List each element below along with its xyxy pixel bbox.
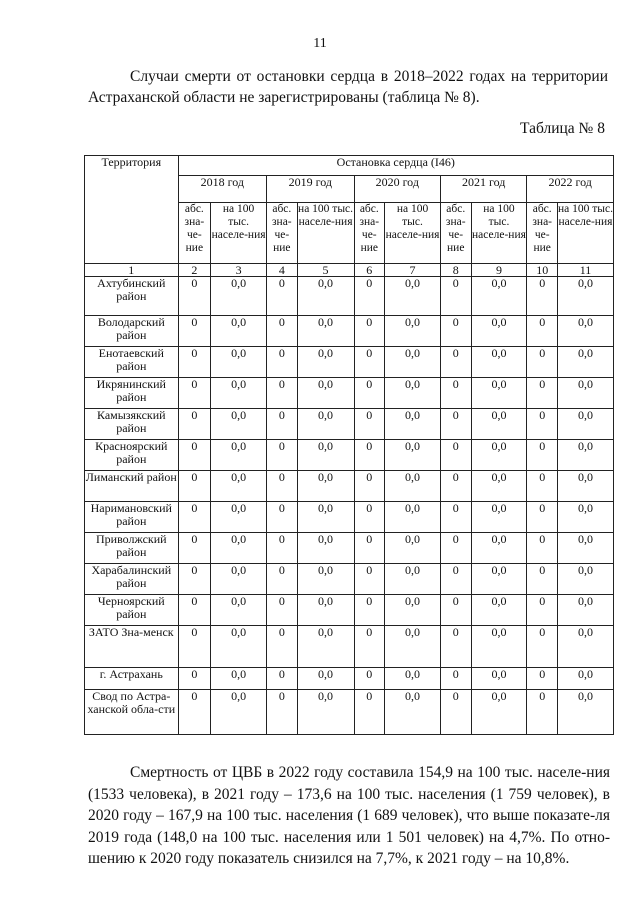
column-number: 5 bbox=[297, 264, 354, 277]
abs-value-cell: 0 bbox=[527, 502, 558, 533]
rate-value-cell: 0,0 bbox=[297, 668, 354, 690]
abs-value-cell: 0 bbox=[178, 316, 211, 347]
rate-value-cell: 0,0 bbox=[557, 668, 613, 690]
rate-value-cell: 0,0 bbox=[297, 316, 354, 347]
rate-value-cell: 0,0 bbox=[471, 668, 527, 690]
rate-value-cell: 0,0 bbox=[297, 347, 354, 378]
abs-value-cell: 0 bbox=[178, 690, 211, 735]
abs-value-cell: 0 bbox=[527, 378, 558, 409]
abs-value-cell: 0 bbox=[440, 316, 471, 347]
rate-value-cell: 0,0 bbox=[297, 533, 354, 564]
abs-value-cell: 0 bbox=[440, 409, 471, 440]
abs-value-cell: 0 bbox=[178, 564, 211, 595]
territory-name: ЗАТО Зна-менск bbox=[85, 626, 179, 668]
rate-value-cell: 0,0 bbox=[211, 564, 267, 595]
territory-name: Икрянинский район bbox=[85, 378, 179, 409]
rate-value-cell: 0,0 bbox=[211, 316, 267, 347]
rate-value-cell: 0,0 bbox=[211, 690, 267, 735]
year-header: 2020 год bbox=[354, 176, 440, 203]
cardiac-arrest-table bbox=[84, 155, 614, 735]
rate-value-cell: 0,0 bbox=[557, 277, 613, 316]
rate-value-cell: 0,0 bbox=[471, 316, 527, 347]
table-row bbox=[85, 564, 614, 595]
abs-value-cell: 0 bbox=[354, 564, 385, 595]
abs-value-cell: 0 bbox=[440, 277, 471, 316]
abs-value-cell: 0 bbox=[527, 564, 558, 595]
rate-value-cell: 0,0 bbox=[211, 668, 267, 690]
group-header: Остановка сердца (I46) bbox=[178, 156, 613, 176]
abs-value-cell: 0 bbox=[354, 471, 385, 502]
abs-value-cell: 0 bbox=[527, 533, 558, 564]
rate-value-cell: 0,0 bbox=[297, 564, 354, 595]
column-number: 1 bbox=[85, 264, 179, 277]
rate-value-cell: 0,0 bbox=[557, 316, 613, 347]
rate-value-cell: 0,0 bbox=[297, 440, 354, 471]
year-header: 2018 год bbox=[178, 176, 266, 203]
territory-header: Территория bbox=[85, 156, 179, 264]
abs-value-cell: 0 bbox=[440, 595, 471, 626]
rate-value-cell: 0,0 bbox=[297, 502, 354, 533]
abs-value-cell: 0 bbox=[354, 277, 385, 316]
rate-value-cell: 0,0 bbox=[211, 409, 267, 440]
territory-name: Ахтубинский район bbox=[85, 277, 179, 316]
abs-value-cell: 0 bbox=[267, 316, 298, 347]
table-caption: Таблица № 8 bbox=[520, 120, 605, 137]
abs-value-cell: 0 bbox=[267, 668, 298, 690]
abs-value-cell: 0 bbox=[178, 471, 211, 502]
rate-value-cell: 0,0 bbox=[557, 409, 613, 440]
rate-value-cell: 0,0 bbox=[211, 533, 267, 564]
table-row bbox=[85, 347, 614, 378]
rate-value-cell: 0,0 bbox=[385, 564, 441, 595]
year-header: 2019 год bbox=[267, 176, 354, 203]
rate-value-cell: 0,0 bbox=[557, 690, 613, 735]
abs-value-cell: 0 bbox=[440, 502, 471, 533]
rate-value-cell: 0,0 bbox=[471, 690, 527, 735]
rate-value-cell: 0,0 bbox=[557, 502, 613, 533]
abs-value-cell: 0 bbox=[267, 502, 298, 533]
rate-value-cell: 0,0 bbox=[471, 378, 527, 409]
territory-name: Харабалинский район bbox=[85, 564, 179, 595]
column-number: 7 bbox=[385, 264, 441, 277]
abs-value-cell: 0 bbox=[440, 690, 471, 735]
table-row bbox=[85, 277, 614, 316]
rate-value-cell: 0,0 bbox=[385, 626, 441, 668]
abs-value-cell: 0 bbox=[354, 347, 385, 378]
abs-value-cell: 0 bbox=[354, 533, 385, 564]
rate-value-cell: 0,0 bbox=[471, 347, 527, 378]
territory-name: Лиманский район bbox=[85, 471, 179, 502]
abs-value-cell: 0 bbox=[354, 502, 385, 533]
abs-value-cell: 0 bbox=[440, 471, 471, 502]
rate-value-cell: 0,0 bbox=[211, 347, 267, 378]
rate-header: на 100 тыс. населе-ния bbox=[297, 203, 354, 264]
table-row bbox=[85, 626, 614, 668]
abs-value-cell: 0 bbox=[440, 378, 471, 409]
abs-value-cell: 0 bbox=[267, 277, 298, 316]
abs-value-cell: 0 bbox=[178, 440, 211, 471]
rate-value-cell: 0,0 bbox=[471, 595, 527, 626]
rate-value-cell: 0,0 bbox=[385, 502, 441, 533]
abs-value-cell: 0 bbox=[527, 409, 558, 440]
abs-value-cell: 0 bbox=[527, 471, 558, 502]
table-row bbox=[85, 668, 614, 690]
table-row bbox=[85, 533, 614, 564]
table-row bbox=[85, 409, 614, 440]
rate-value-cell: 0,0 bbox=[297, 471, 354, 502]
column-number: 4 bbox=[267, 264, 298, 277]
abs-value-cell: 0 bbox=[354, 690, 385, 735]
abs-value-header: абс. зна-че-ние bbox=[178, 203, 211, 264]
table-row bbox=[85, 471, 614, 502]
column-number: 3 bbox=[211, 264, 267, 277]
abs-value-cell: 0 bbox=[354, 316, 385, 347]
rate-value-cell: 0,0 bbox=[557, 471, 613, 502]
abs-value-cell: 0 bbox=[440, 626, 471, 668]
rate-value-cell: 0,0 bbox=[211, 471, 267, 502]
rate-value-cell: 0,0 bbox=[211, 440, 267, 471]
rate-value-cell: 0,0 bbox=[557, 440, 613, 471]
rate-value-cell: 0,0 bbox=[557, 595, 613, 626]
rate-value-cell: 0,0 bbox=[385, 440, 441, 471]
rate-value-cell: 0,0 bbox=[385, 277, 441, 316]
rate-value-cell: 0,0 bbox=[297, 690, 354, 735]
abs-value-cell: 0 bbox=[267, 378, 298, 409]
abs-value-cell: 0 bbox=[440, 668, 471, 690]
table-row bbox=[85, 690, 614, 735]
table-row bbox=[85, 440, 614, 471]
rate-value-cell: 0,0 bbox=[557, 626, 613, 668]
rate-value-cell: 0,0 bbox=[211, 502, 267, 533]
abs-value-cell: 0 bbox=[178, 409, 211, 440]
rate-value-cell: 0,0 bbox=[557, 378, 613, 409]
abs-value-cell: 0 bbox=[178, 533, 211, 564]
abs-value-cell: 0 bbox=[527, 668, 558, 690]
rate-value-cell: 0,0 bbox=[385, 668, 441, 690]
rate-value-cell: 0,0 bbox=[385, 595, 441, 626]
abs-value-cell: 0 bbox=[267, 347, 298, 378]
rate-value-cell: 0,0 bbox=[211, 595, 267, 626]
abs-value-cell: 0 bbox=[178, 595, 211, 626]
year-header: 2021 год bbox=[440, 176, 526, 203]
abs-value-cell: 0 bbox=[354, 595, 385, 626]
abs-value-cell: 0 bbox=[527, 626, 558, 668]
territory-name: Наримановский район bbox=[85, 502, 179, 533]
abs-value-header: абс. зна-че-ние bbox=[354, 203, 385, 264]
abs-value-cell: 0 bbox=[267, 595, 298, 626]
rate-value-cell: 0,0 bbox=[471, 626, 527, 668]
abs-value-cell: 0 bbox=[354, 378, 385, 409]
abs-value-cell: 0 bbox=[527, 440, 558, 471]
rate-header: на 100 тыс. населе-ния bbox=[211, 203, 267, 264]
rate-value-cell: 0,0 bbox=[471, 564, 527, 595]
column-number-row bbox=[85, 264, 614, 277]
column-number: 11 bbox=[557, 264, 613, 277]
territory-name: Красноярский район bbox=[85, 440, 179, 471]
rate-value-cell: 0,0 bbox=[471, 502, 527, 533]
rate-value-cell: 0,0 bbox=[385, 533, 441, 564]
abs-value-cell: 0 bbox=[267, 471, 298, 502]
year-header: 2022 год bbox=[527, 176, 614, 203]
territory-name: Свод по Астра-ханской обла-сти bbox=[85, 690, 179, 735]
page-number: 11 bbox=[313, 36, 327, 51]
rate-value-cell: 0,0 bbox=[297, 626, 354, 668]
abs-value-cell: 0 bbox=[354, 668, 385, 690]
abs-value-cell: 0 bbox=[527, 595, 558, 626]
abs-value-cell: 0 bbox=[267, 690, 298, 735]
rate-value-cell: 0,0 bbox=[471, 440, 527, 471]
territory-name: Приволжский район bbox=[85, 533, 179, 564]
rate-header: на 100 тыс. населе-ния bbox=[385, 203, 441, 264]
rate-value-cell: 0,0 bbox=[557, 533, 613, 564]
abs-value-cell: 0 bbox=[178, 347, 211, 378]
rate-header: на 100 тыс. населе-ния bbox=[471, 203, 527, 264]
rate-value-cell: 0,0 bbox=[211, 277, 267, 316]
abs-value-cell: 0 bbox=[178, 277, 211, 316]
rate-value-cell: 0,0 bbox=[471, 533, 527, 564]
abs-value-cell: 0 bbox=[527, 316, 558, 347]
column-number: 10 bbox=[527, 264, 558, 277]
rate-value-cell: 0,0 bbox=[297, 595, 354, 626]
abs-value-header: абс. зна-че-ние bbox=[527, 203, 558, 264]
rate-value-cell: 0,0 bbox=[211, 626, 267, 668]
territory-name: Камызякский район bbox=[85, 409, 179, 440]
rate-value-cell: 0,0 bbox=[385, 690, 441, 735]
abs-value-cell: 0 bbox=[267, 440, 298, 471]
rate-value-cell: 0,0 bbox=[385, 409, 441, 440]
rate-value-cell: 0,0 bbox=[385, 471, 441, 502]
territory-name: г. Астрахань bbox=[85, 668, 179, 690]
territory-name: Черноярский район bbox=[85, 595, 179, 626]
abs-value-cell: 0 bbox=[354, 440, 385, 471]
table-row bbox=[85, 502, 614, 533]
rate-value-cell: 0,0 bbox=[557, 564, 613, 595]
rate-value-cell: 0,0 bbox=[385, 347, 441, 378]
abs-value-cell: 0 bbox=[267, 533, 298, 564]
rate-value-cell: 0,0 bbox=[385, 316, 441, 347]
table-row bbox=[85, 378, 614, 409]
abs-value-cell: 0 bbox=[440, 347, 471, 378]
abs-value-cell: 0 bbox=[267, 564, 298, 595]
rate-value-cell: 0,0 bbox=[557, 347, 613, 378]
column-number: 9 bbox=[471, 264, 527, 277]
rate-value-cell: 0,0 bbox=[297, 277, 354, 316]
table-row bbox=[85, 316, 614, 347]
abs-value-cell: 0 bbox=[440, 440, 471, 471]
abs-value-cell: 0 bbox=[527, 690, 558, 735]
rate-value-cell: 0,0 bbox=[297, 409, 354, 440]
outro-paragraph: Смертность от ЦВБ в 2022 году составила 154,9 на 100 тыс. населе-ния (1533 человека), в 2021 году – 173,6 на 100 тыс. населения (1 759 человек), в 2020 году – 167,9 на 100 тыс. населения (1 689 человек), что выше показате-ля 2019 года (148,0 на 100 тыс. населения или 1 501 человек) на 4,7%. По отно-шению к 2020 году показатель снизился на 7,7%, к 2021 году – на 10,8%. bbox=[88, 764, 610, 867]
abs-value-cell: 0 bbox=[267, 626, 298, 668]
abs-value-cell: 0 bbox=[440, 564, 471, 595]
abs-value-cell: 0 bbox=[440, 533, 471, 564]
abs-value-cell: 0 bbox=[267, 409, 298, 440]
abs-value-cell: 0 bbox=[178, 668, 211, 690]
rate-value-cell: 0,0 bbox=[297, 378, 354, 409]
column-number: 6 bbox=[354, 264, 385, 277]
abs-value-header: абс. зна-че-ние bbox=[267, 203, 298, 264]
abs-value-cell: 0 bbox=[178, 626, 211, 668]
column-number: 2 bbox=[178, 264, 211, 277]
column-number: 8 bbox=[440, 264, 471, 277]
abs-value-cell: 0 bbox=[178, 502, 211, 533]
territory-name: Енотаевский район bbox=[85, 347, 179, 378]
abs-value-cell: 0 bbox=[178, 378, 211, 409]
rate-value-cell: 0,0 bbox=[471, 409, 527, 440]
rate-value-cell: 0,0 bbox=[471, 471, 527, 502]
rate-header: на 100 тыс. населе-ния bbox=[557, 203, 613, 264]
rate-value-cell: 0,0 bbox=[471, 277, 527, 316]
table-row bbox=[85, 595, 614, 626]
territory-name: Володарский район bbox=[85, 316, 179, 347]
abs-value-cell: 0 bbox=[354, 409, 385, 440]
intro-paragraph: Случаи смерти от остановки сердца в 2018–2022 годах на территории Астраханской области не зарегистрированы (таблица № 8). bbox=[88, 68, 608, 106]
rate-value-cell: 0,0 bbox=[211, 378, 267, 409]
abs-value-cell: 0 bbox=[354, 626, 385, 668]
abs-value-header: абс. зна-че-ние bbox=[440, 203, 471, 264]
rate-value-cell: 0,0 bbox=[385, 378, 441, 409]
abs-value-cell: 0 bbox=[527, 347, 558, 378]
abs-value-cell: 0 bbox=[527, 277, 558, 316]
